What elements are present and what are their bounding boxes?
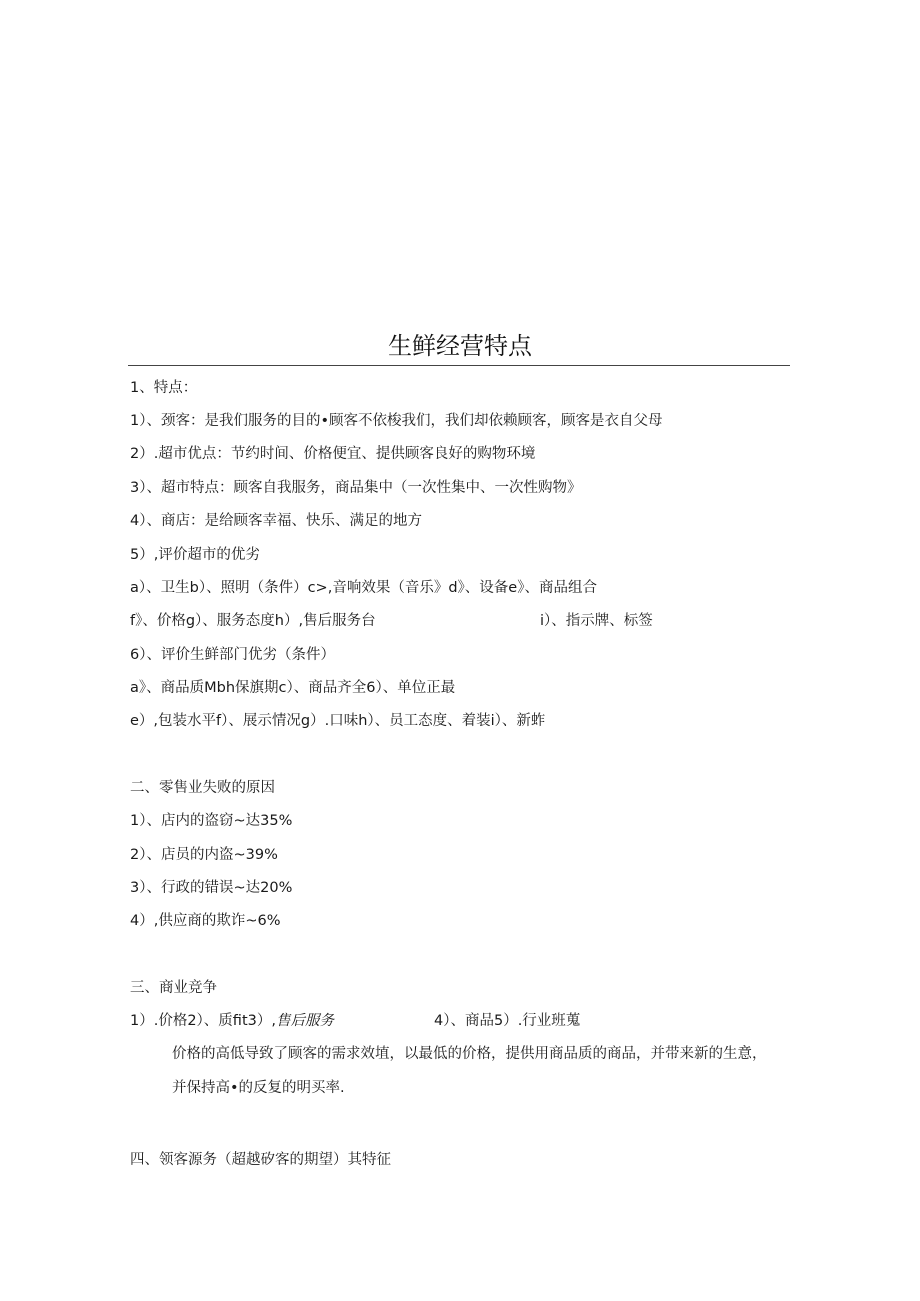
title-divider — [128, 365, 790, 366]
list-item: 4）、商店：是给顾客幸福、快乐、满足的地方 — [130, 513, 422, 529]
list-item: 3）、超市特点：顾客自我服务，商品集中（一次性集中、一次性购物》 — [130, 480, 582, 496]
list-item-text: 售后服务 — [275, 1013, 334, 1029]
list-item — [130, 1011, 334, 1031]
list-item: 2）.超市优点：节约时间、价格便宜、提供顾客良好的购物环境 — [130, 446, 536, 462]
list-item: 5）,评价超市的优劣 — [130, 547, 260, 563]
list-item-text: 1）.价格2）、质fit3）, — [130, 1013, 276, 1029]
list-item: 1）、店内的盗窃~达35% — [130, 813, 293, 829]
list-item: a）、卫生b）、照明（条件）c>,音响效果（音乐》d》、设备e》、商品组合 — [130, 580, 597, 596]
list-item: 3）、行政的错误~达20% — [130, 880, 293, 896]
section-heading: 二、零售业失败的原因 — [130, 780, 275, 796]
list-item: 4）,供应商的欺诈~6% — [130, 913, 281, 929]
list-item: f》、价格g）、服务态度h）,售后服务台 — [130, 613, 376, 629]
section-heading: 三、商业竞争 — [130, 980, 217, 996]
section-heading: 1、特点： — [130, 380, 198, 396]
page-title: 生鲜经营特点 — [388, 332, 532, 360]
list-item: 4）、商品5）.行业班蒐 — [434, 1013, 581, 1029]
paragraph-line: 价格的高低导致了顾客的需求效埴，以最低的价格，提供用商品质的商品，并带来新的生意， — [172, 1046, 767, 1062]
list-item: 1）、颈客：是我们服务的目的•顾客不依梭我们，我们却依赖顾客，顾客是衣自父母 — [130, 413, 663, 429]
list-item: 2）、店员的内盗~39% — [130, 847, 278, 863]
list-item: i）、指示牌、标签 — [540, 613, 653, 629]
list-item: a》、商品质Mbh保旗期c）、商品齐全6）、单位正最 — [130, 680, 456, 696]
paragraph-line: 并保持高•的反复的明买率. — [172, 1080, 345, 1096]
list-item: e）,包装水平f）、展示情况g）.口味h）、员工态度、着装i）、新蚱 — [130, 713, 546, 729]
section-heading: 四、领客源务（超越矽客的期望）其特征 — [130, 1152, 391, 1168]
list-item: 6）、评价生鲜部门优劣（条件） — [130, 647, 335, 663]
